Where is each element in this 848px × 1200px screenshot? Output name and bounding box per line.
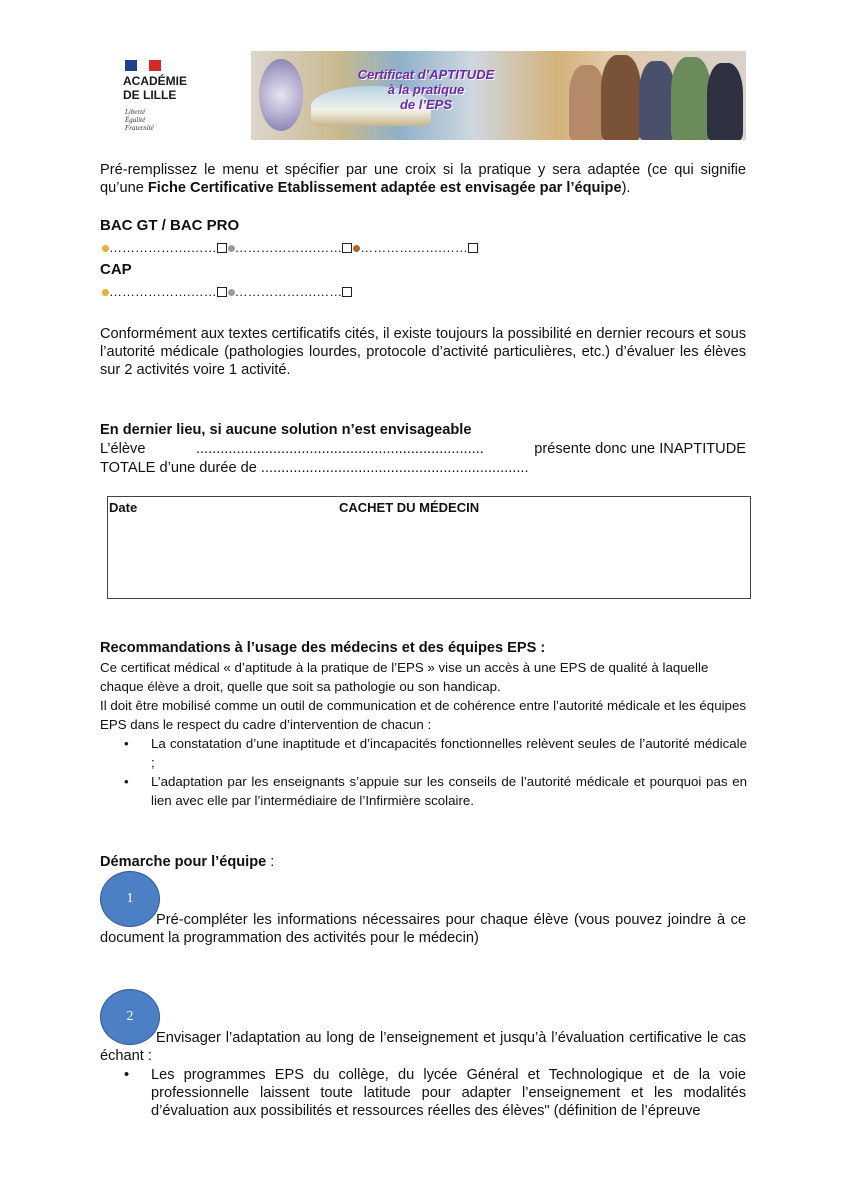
bac-section-title: BAC GT / BAC PRO <box>100 217 240 234</box>
intro-paragraph: Pré-remplissez le menu et spécifier par une croix si la pratique y sera adaptée (ce qui signifie qu’une Fiche Certificative Etablissement adaptée est envisagée par l’équipe). <box>100 162 746 196</box>
list-item: • La constatation d’une inaptitude et d’incapacités fonctionnelles relèvent seules de l’autorité médicale ; <box>100 734 747 772</box>
students-photo <box>671 57 711 140</box>
students-photo <box>639 61 675 140</box>
academy-logo <box>101 51 251 140</box>
conformity-paragraph: Conformément aux textes certificatifs cités, il existe toujours la possibilité en dernier recours et sous l’autorité médicale (pathologies lourdes, protocole d’activité particulières, etc.) d’évaluer les élèves sur 2 activités voire 1 activité. <box>100 326 746 378</box>
doctor-stamp-box[interactable] <box>107 496 751 599</box>
recommendations-list <box>100 734 750 810</box>
gold-medal-icon <box>101 242 109 252</box>
cap-activity-line: ……………….…… ……………….…… <box>101 284 352 299</box>
adapted-checkbox[interactable] <box>468 243 478 253</box>
date-label: Date <box>109 500 138 515</box>
students-photo <box>569 65 605 140</box>
silver-medal-icon <box>227 286 235 296</box>
student-name-field[interactable]: ....................................................................... <box>195 441 484 457</box>
banner-illustration <box>251 51 746 140</box>
silver-medal-icon <box>227 242 235 252</box>
list-item: • Les programmes EPS du collège, du lycée Général et Technologique et de la voie professionnelle laissent toute latitude pour adapter l’enseignement et les modalités d’évaluation aux possibilités et ressources réelles des élèves" (définition de l’épreuve <box>100 1066 746 1120</box>
header-banner <box>101 51 746 140</box>
doctor-stamp-label: CACHET DU MÉDECIN <box>339 500 480 515</box>
adapted-checkbox[interactable] <box>217 243 227 253</box>
gold-medal-icon <box>101 286 109 296</box>
last-resort-title: En dernier lieu, si aucune solution n’est envisageable <box>100 422 472 438</box>
bac-activity-line: ……………….…… ……………….…… ……………….…… <box>101 240 478 255</box>
step-1-badge: 1 <box>100 871 160 927</box>
french-flag-icon <box>125 60 161 71</box>
recommendations-title: Recommandations à l’usage des médecins et des équipes EPS : <box>100 640 546 656</box>
adapted-checkbox[interactable] <box>342 287 352 297</box>
step-2-list <box>100 1066 746 1120</box>
recommendations-paragraph: Il doit être mobilisé comme un outil de communication et de cohérence entre l’autorité médicale et les équipes EPS dans le respect du cadre d’intervention de chacun : <box>100 698 746 732</box>
adapted-checkbox[interactable] <box>217 287 227 297</box>
recommendations-body <box>100 658 750 810</box>
process-title: Démarche pour l’équipe : <box>100 854 275 870</box>
inaptitude-line: L’élève ....................................................................... présente donc une INAPTITUDE <box>100 441 746 457</box>
list-item: • L’adaptation par les enseignants s’appuie sur les conseils de l’autorité médicale et pourquoi pas en lien avec elle par l’intermédiaire de l’Infirmière scolaire. <box>100 772 747 810</box>
step-1-text: Pré-compléter les informations nécessaires pour chaque élève (vous pouvez joindre à ce document la programmation des activités pour le médecin) <box>100 912 746 946</box>
recommendations-paragraph: Ce certificat médical « d’aptitude à la pratique de l’EPS » vise un accès à une EPS de qualité à laquelle chaque élève a droit, quelle que soit sa pathologie ou son handicap. <box>100 660 709 694</box>
republic-motto: Liberté Égalité Fraternité <box>125 108 154 132</box>
adapted-checkbox[interactable] <box>342 243 352 253</box>
students-photo <box>707 63 743 140</box>
step-2-badge: 2 <box>100 989 160 1045</box>
bronze-medal-icon <box>352 242 360 252</box>
duration-line[interactable]: TOTALE d’une durée de .................................................................. <box>100 460 529 476</box>
cap-section-title: CAP <box>100 261 132 278</box>
belfry-icon <box>259 59 303 131</box>
students-photo <box>601 55 641 140</box>
academy-name: ACADÉMIE DE LILLE <box>123 74 188 102</box>
step-2-text: Envisager l’adaptation au long de l’enseignement et jusqu’à l’évaluation certificative le cas échant : <box>100 1030 746 1064</box>
banner-title: Certificat d’APTITUDE à la pratique de l’EPS <box>357 67 495 112</box>
